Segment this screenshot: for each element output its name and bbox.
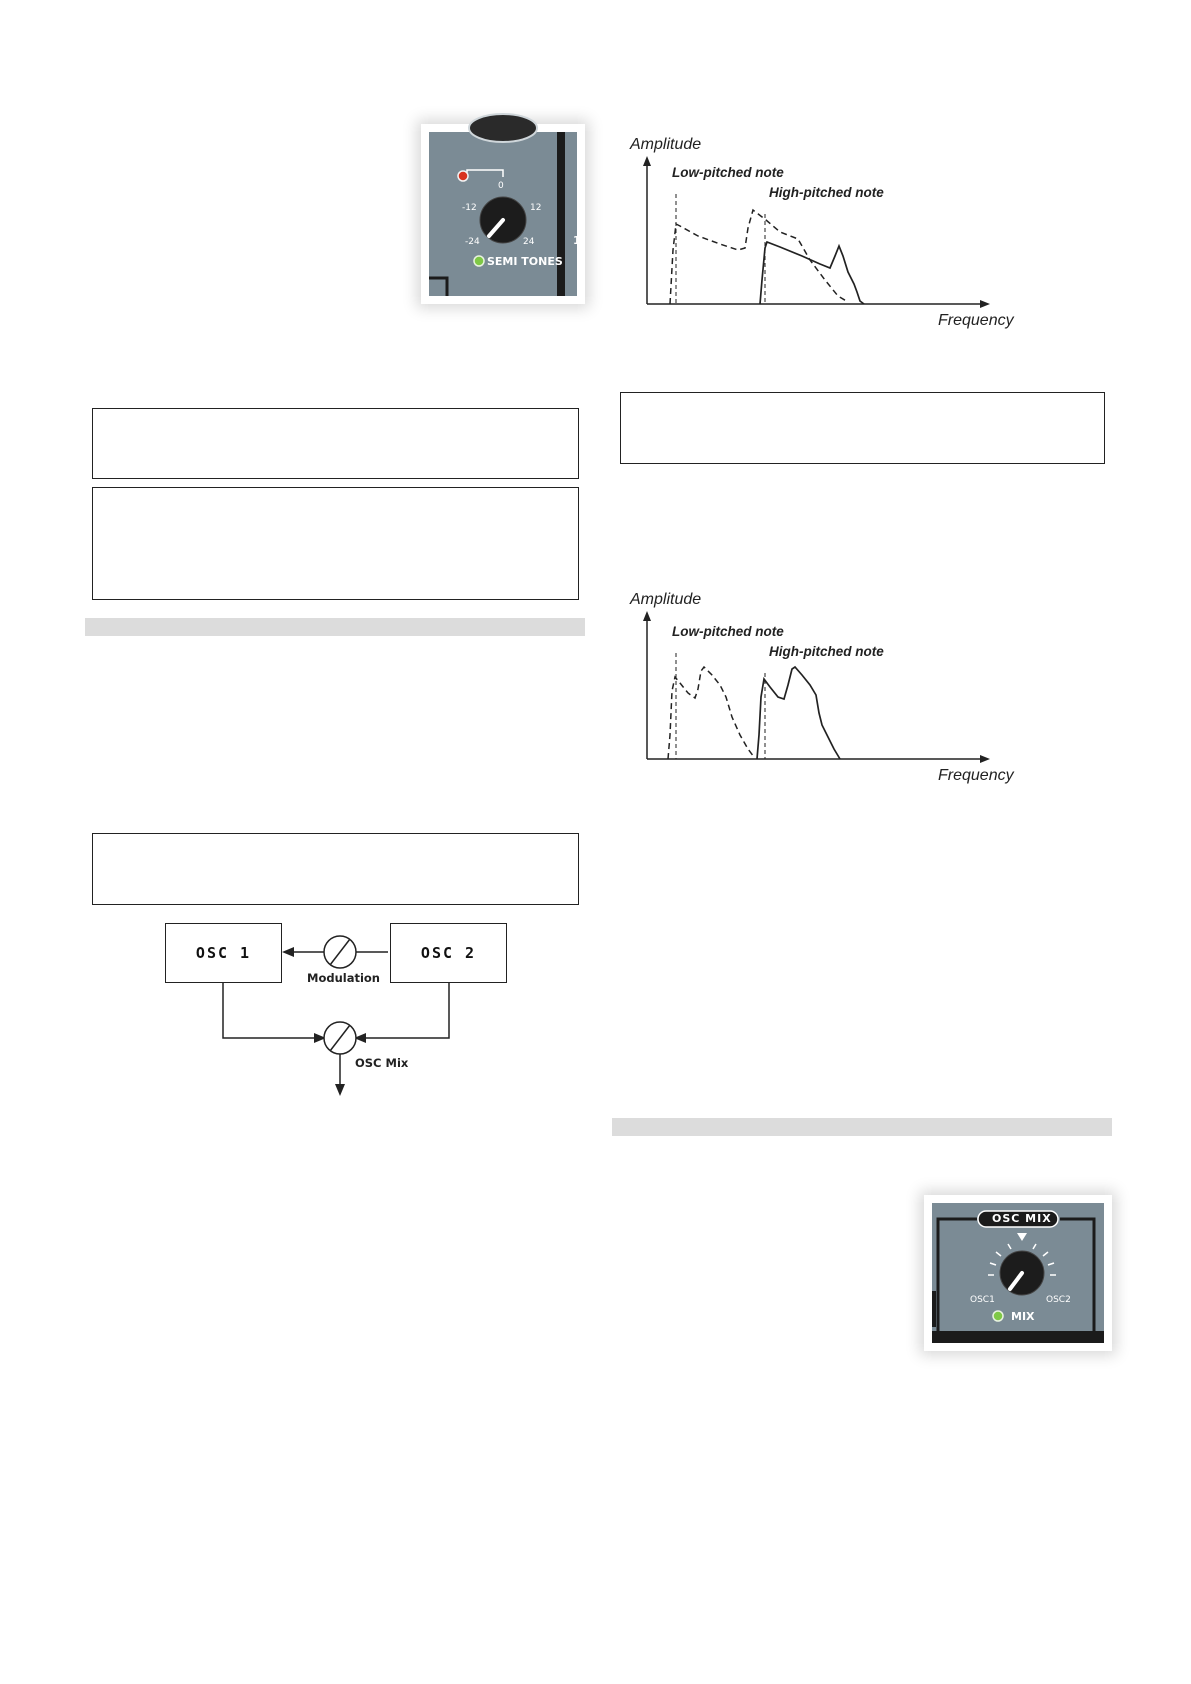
spectrum-graph-1 bbox=[620, 130, 1040, 340]
semitones-button-label[interactable]: SEMI TONES bbox=[487, 255, 563, 268]
low-note-label: Low-pitched note bbox=[672, 165, 784, 180]
semitones-panel-photo bbox=[421, 124, 585, 304]
scale-label-top: 0 bbox=[498, 181, 504, 191]
high-note-label: High-pitched note bbox=[769, 185, 884, 200]
semitones-panel bbox=[429, 132, 581, 296]
osc-mix-title: OSC MIX bbox=[992, 1212, 1052, 1225]
osc-mix-panel-photo bbox=[924, 1195, 1112, 1351]
section-header-bar-left bbox=[85, 618, 585, 636]
y-axis-label: Amplitude bbox=[630, 591, 702, 608]
scale-label-minus24: -24 bbox=[465, 237, 480, 247]
osc-block-diagram bbox=[150, 915, 530, 1105]
osc2-scale-label: OSC2 bbox=[1046, 1295, 1071, 1305]
y-axis-label: Amplitude bbox=[630, 136, 702, 153]
osc1-block: OSC 1 bbox=[165, 923, 282, 983]
note-box-4 bbox=[92, 833, 579, 905]
osc-mix-label: OSC Mix bbox=[355, 1056, 409, 1070]
spectrum-graph-2 bbox=[620, 585, 1040, 795]
scale-label-plus24: 24 bbox=[523, 237, 535, 247]
modulation-label: Modulation bbox=[307, 971, 380, 985]
section-header-bar-right bbox=[612, 1118, 1112, 1136]
x-axis-label: Frequency bbox=[938, 312, 1014, 329]
note-box-3 bbox=[620, 392, 1105, 464]
spectrum-graph-1-plot bbox=[620, 130, 1040, 340]
osc1-scale-label: OSC1 bbox=[970, 1295, 995, 1305]
spectrum-graph-2-plot bbox=[620, 585, 1040, 795]
high-note-label: High-pitched note bbox=[769, 644, 884, 659]
semitones-panel-art bbox=[429, 132, 577, 296]
scale-label-minus12: -12 bbox=[462, 203, 477, 213]
red-led-icon bbox=[458, 171, 468, 181]
low-note-label: Low-pitched note bbox=[672, 624, 784, 639]
osc-mix-panel bbox=[932, 1203, 1104, 1343]
green-led-icon bbox=[474, 256, 484, 266]
mix-button-label[interactable]: MIX bbox=[1011, 1310, 1035, 1323]
mix-led-icon bbox=[993, 1311, 1003, 1321]
scale-label-plus12: 12 bbox=[530, 203, 542, 213]
panel-edge-digit: 1 bbox=[573, 234, 581, 247]
x-axis-label: Frequency bbox=[938, 767, 1014, 784]
note-box-1 bbox=[92, 408, 579, 479]
osc2-block: OSC 2 bbox=[390, 923, 507, 983]
note-box-2 bbox=[92, 487, 579, 600]
